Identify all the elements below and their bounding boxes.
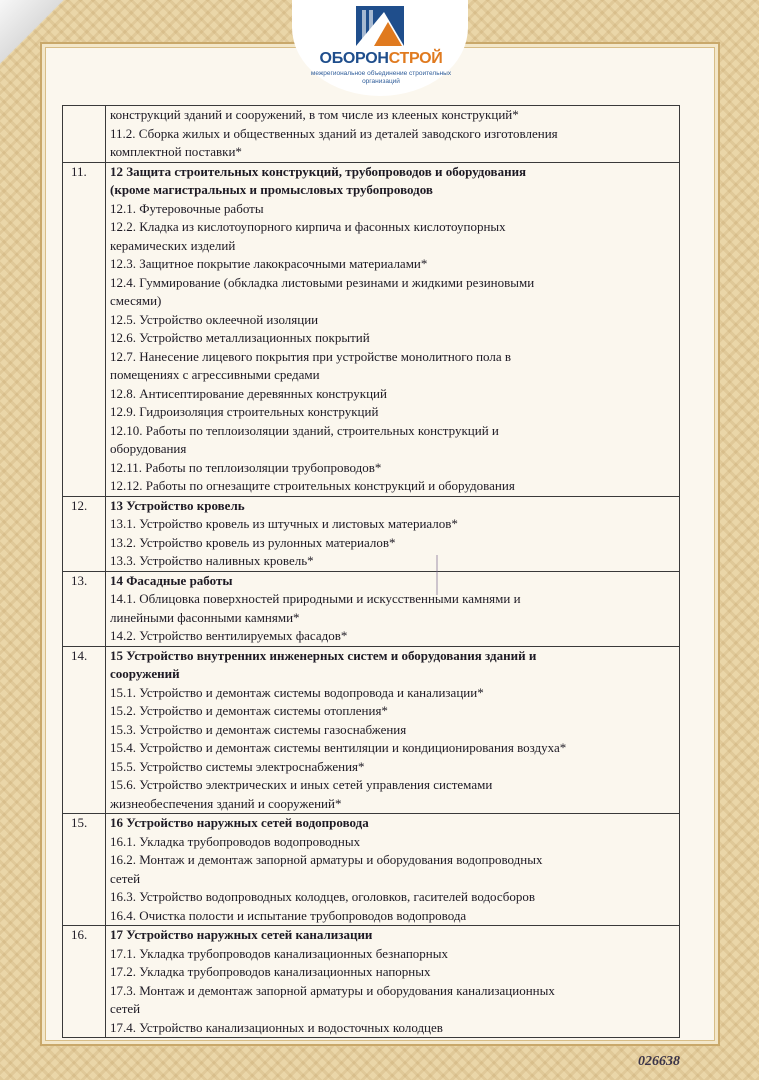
work-item: 16.4. Очистка полости и испытание трубопроводов водопровода: [110, 907, 467, 923]
work-item: керамических изделий: [110, 237, 236, 253]
row-number: [63, 106, 106, 163]
table-row: [63, 926, 680, 1038]
work-item: помещениях с агрессивными средами: [110, 367, 320, 382]
work-item: 12.8. Антисептирование деревянных конструкций: [110, 385, 387, 401]
work-item: 15.5. Устройство системы электроснабжения*: [110, 758, 365, 774]
row-number: 13.: [63, 571, 106, 646]
work-item: 12.12. Работы по огнезащите строительных конструкций и оборудования: [110, 478, 515, 493]
work-item: конструкций зданий и сооружений, в том числе из клееных конструкций*: [110, 107, 519, 122]
works-table: [62, 105, 680, 1038]
row-content: [106, 162, 680, 496]
work-item: смесями): [110, 293, 162, 308]
work-item: 12.7. Нанесение лицевого покрытия при устройстве монолитного пола в: [110, 348, 511, 364]
work-item: 17.3. Монтаж и демонтаж запорной арматуры и оборудования канализационных: [110, 982, 555, 998]
work-item: 11.2. Сборка жилых и общественных зданий из деталей заводского изготовления: [110, 125, 558, 141]
work-item: 17.2. Укладка трубопроводов канализационных напорных: [110, 964, 431, 979]
work-item: 16.3. Устройство водопроводных колодцев, оголовков, гасителей водосборов: [110, 889, 536, 904]
work-item: 14.2. Устройство вентилируемых фасадов*: [110, 628, 348, 643]
work-item: 15.6. Устройство электрических и иных сетей управления системами: [110, 777, 493, 792]
row-content: [106, 814, 680, 926]
work-item: 12.5. Устройство оклеечной изоляции: [110, 311, 319, 327]
section-heading: 15 Устройство внутренних инженерных систем и оборудования зданий и: [110, 647, 537, 663]
row-content: [106, 496, 680, 571]
row-number: 15.: [63, 814, 106, 926]
section-heading: 13 Устройство кровель: [110, 497, 245, 513]
work-item: 15.4. Устройство и демонтаж системы вентиляции и кондиционирования воздуха*: [110, 740, 567, 755]
table-row: [63, 106, 680, 163]
work-item: 13.3. Устройство наливных кровель*: [110, 553, 314, 568]
work-item: 12.1. Футеровочные работы: [110, 200, 264, 216]
work-item: 12.2. Кладка из кислотоупорного кирпича и фасонных кислотоупорных: [110, 219, 506, 234]
work-item: комплектной поставки*: [110, 144, 242, 159]
page-curl-corner: [0, 0, 70, 70]
table-row: [63, 571, 680, 646]
table-row: [63, 162, 680, 496]
work-item: линейными фасонными камнями*: [110, 609, 300, 625]
work-item: 12.6. Устройство металлизационных покрытий: [110, 330, 370, 345]
binding-thread-mark: [436, 555, 438, 595]
works-table-body: [63, 106, 680, 1038]
table-row: [63, 646, 680, 814]
work-item: 16.1. Укладка трубопроводов водопроводных: [110, 833, 361, 849]
logo-subtitle: межрегиональное объединение строительных организаций: [310, 70, 452, 85]
work-item: 12.11. Работы по теплоизоляции трубопроводов*: [110, 459, 382, 475]
row-content: [106, 646, 680, 814]
row-number: 16.: [63, 926, 106, 1038]
logo-name: [296, 50, 466, 68]
work-item: 16.2. Монтаж и демонтаж запорной арматуры и оборудования водопроводных: [110, 852, 543, 867]
work-item: 12.3. Защитное покрытие лакокрасочными материалами*: [110, 256, 428, 271]
work-item: 17.1. Укладка трубопроводов канализационных безнапорных: [110, 945, 448, 961]
section-heading: 17 Устройство наружных сетей канализации: [110, 927, 373, 942]
row-number: 11.: [63, 162, 106, 496]
work-item: 15.3. Устройство и демонтаж системы газоснабжения: [110, 721, 407, 737]
work-item: 15.1. Устройство и демонтаж системы водопровода и канализации*: [110, 684, 484, 700]
section-heading: (кроме магистральных и промысловых трубопроводов: [110, 182, 433, 197]
work-item: 13.1. Устройство кровель из штучных и листовых материалов*: [110, 516, 458, 531]
section-heading: 16 Устройство наружных сетей водопровода: [110, 815, 369, 830]
row-content: [106, 926, 680, 1038]
table-row: [63, 496, 680, 571]
work-item: жизнеобеспечения зданий и сооружений*: [110, 795, 342, 811]
work-item: сетей: [110, 1001, 141, 1016]
building-logo-icon: [354, 4, 406, 48]
section-heading: сооружений: [110, 666, 180, 681]
work-item: 12.9. Гидроизоляция строительных конструкций: [110, 404, 379, 419]
work-item: 12.10. Работы по теплоизоляции зданий, строительных конструкций и: [110, 422, 499, 438]
section-heading: 14 Фасадные работы: [110, 572, 233, 588]
row-number: 12.: [63, 496, 106, 571]
row-number: 14.: [63, 646, 106, 814]
work-item: 12.4. Гуммирование (обкладка листовыми резинами и жидкими резиновыми: [110, 274, 535, 290]
serial-number: 026638: [638, 1054, 680, 1069]
work-item: 14.1. Облицовка поверхностей природными и искусственными камнями и: [110, 591, 521, 606]
table-row: [63, 814, 680, 926]
work-item: 13.2. Устройство кровель из рулонных материалов*: [110, 534, 396, 550]
work-item: 17.4. Устройство канализационных и водосточных колодцев: [110, 1019, 443, 1035]
work-item: оборудования: [110, 441, 187, 456]
work-item: 15.2. Устройство и демонтаж системы отопления*: [110, 703, 388, 718]
logo-name-part1: ОБОРОН: [319, 50, 389, 67]
row-content: [106, 106, 680, 163]
logo-name-part2: СТРОЙ: [388, 50, 443, 67]
row-content: [106, 571, 680, 646]
section-heading: 12 Защита строительных конструкций, трубопроводов и оборудования: [110, 163, 527, 179]
work-item: сетей: [110, 870, 141, 886]
